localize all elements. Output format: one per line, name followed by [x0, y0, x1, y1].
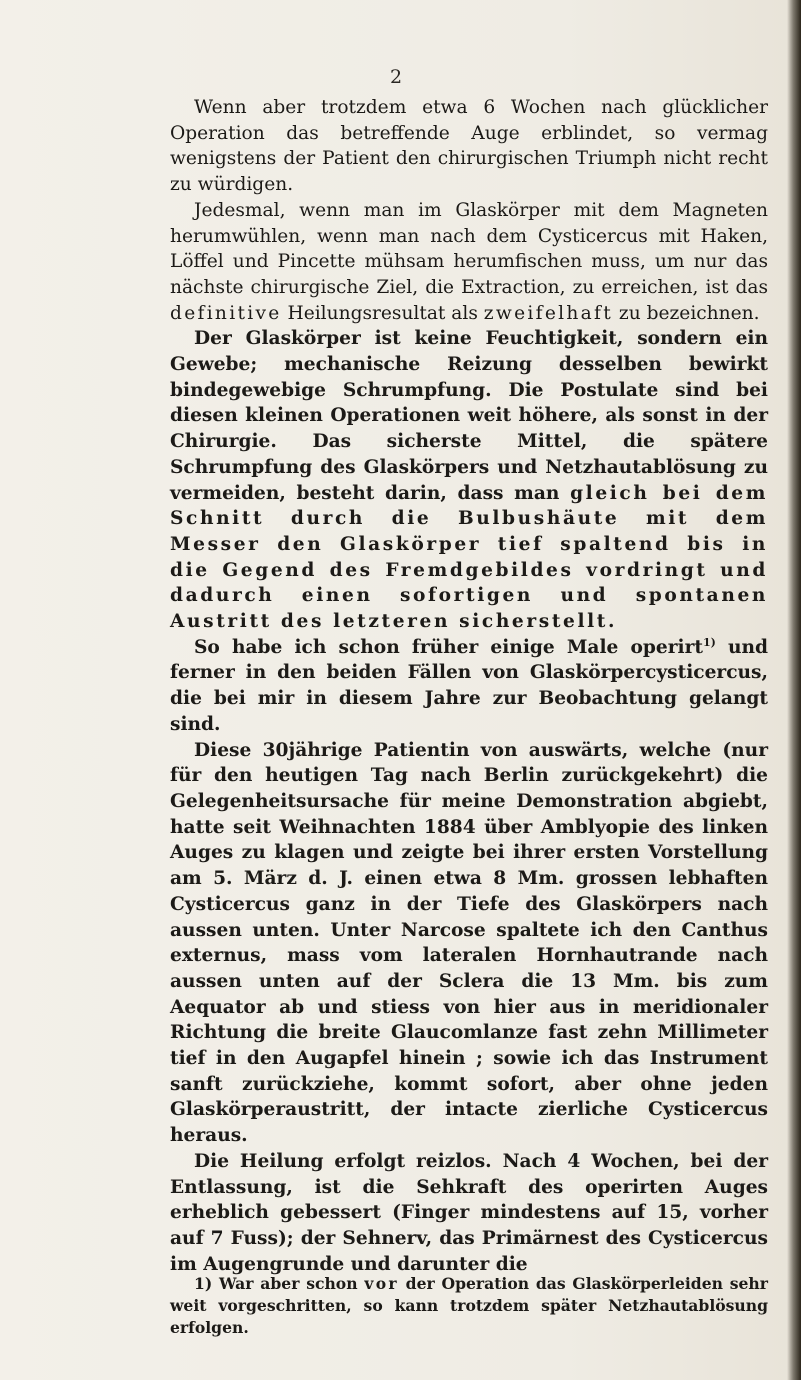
emphasis-method: gleich bei dem Schnitt durch die Bulbushäute mit dem Messer den Glaskörper tief spaltend bis in die Gegend des Fremdgebildes vordringt und dadurch einen sofortigen und spontanen Austritt des letzteren sicherstellt. [170, 482, 768, 633]
page-number: 2 [390, 66, 403, 88]
emphasis-definitive: definitive [170, 302, 282, 324]
paragraph-3-text: Der Glaskörper ist keine Feuchtigkeit, sondern ein Gewebe; mechanische Reizung desselben bewirkt bindegewebige Schrumpfung. Die Postulate sind bei diesen kleinen Operationen weit höhere, als sonst in der Chirurgie. Das sicherste Mittel, die spätere Schrumpfung des Glaskörpers und Netzhautablösung zu vermeiden, besteht darin, dass man [170, 328, 768, 504]
book-spine-shadow [787, 0, 801, 1380]
paragraph-2 [170, 198, 768, 327]
paragraph-6: Die Heilung erfolgt reizlos. Nach 4 Wochen, bei der Entlassung, ist die Sehkraft des operirten Auges erheblich gebessert (Finger mindestens auf 15, vorher auf 7 Fuss); der Sehnerv, das Primärnest des Cysticercus im Augengrunde und darunter die [170, 1150, 768, 1275]
footnote-text [170, 1273, 768, 1339]
paragraph-4-text-a: So habe ich schon früher einige Male operirt [194, 636, 703, 658]
paragraph-2-text-b: Heilungsresultat als [281, 302, 484, 324]
main-text [170, 95, 768, 1277]
emphasis-vor: vor [364, 1274, 399, 1293]
footnote-marker: 1) [194, 1274, 213, 1293]
paragraph-2-text-a: Jedesmal, wenn man im Glaskörper mit dem Magneten herumwühlen, wenn man nach dem Cysticercus mit Haken, Löffel und Pincette mühsam herumfischen muss, um nur das nächste chirurgische Ziel, die Extraction, zu erreichen, ist das [170, 199, 768, 298]
paragraph-5: Diese 30jährige Patientin von auswärts, welche (nur für den heutigen Tag nach Berlin zurückgekehrt) die Gelegenheitsursache für meine Demonstration abgiebt, hatte seit Weihnachten 1884 über Amblyopie des linken Auges zu klagen und zeigte bei ihrer ersten Vorstellung am 5. März d. J. einen etwa 8 Mm. grossen lebhaften Cysticercus ganz in der Tiefe des Glaskörpers nach aussen unten. Unter Narcose spaltete ich den Canthus externus, mass vom lateralen Hornhautrande nach aussen unten auf der Sclera die 13 Mm. bis zum Aequator ab und stiess von hier aus in meridionaler Richtung die breite Glaucomlanze fast zehn Millimeter tief in den Augapfel hinein ; sowie ich das Instrument sanft zurückziehe, kommt sofort, aber ohne jeden Glaskörperaustritt, der intacte zierliche Cysticercus heraus. [170, 739, 768, 1147]
footnote [170, 1273, 768, 1339]
paragraph-1: Wenn aber trotzdem etwa 6 Wochen nach glücklicher Operation das betreffende Auge erblindet, so vermag wenigstens der Patient den chirurgischen Triumph nicht recht zu würdigen. [170, 97, 768, 196]
emphasis-zweifelhaft: zweifelhaft [483, 302, 614, 324]
footnote-text-a: War aber schon [219, 1274, 365, 1293]
paragraph-4 [170, 635, 768, 738]
footnote-reference: 1) [702, 635, 716, 649]
paragraph-3 [170, 326, 768, 634]
paragraph-4-text-b: und ferner in den beiden Fällen von Glaskörpercysticercus, die bei mir in diesem Jahre zur Beobachtung gelangt sind. [170, 636, 768, 735]
footnote-text-b: der Operation das Glaskörperleiden sehr weit vorgeschritten, so kann trotzdem später Netzhautablösung erfolgen. [170, 1274, 768, 1337]
paragraph-2-text-c: zu bezeichnen. [613, 302, 760, 324]
